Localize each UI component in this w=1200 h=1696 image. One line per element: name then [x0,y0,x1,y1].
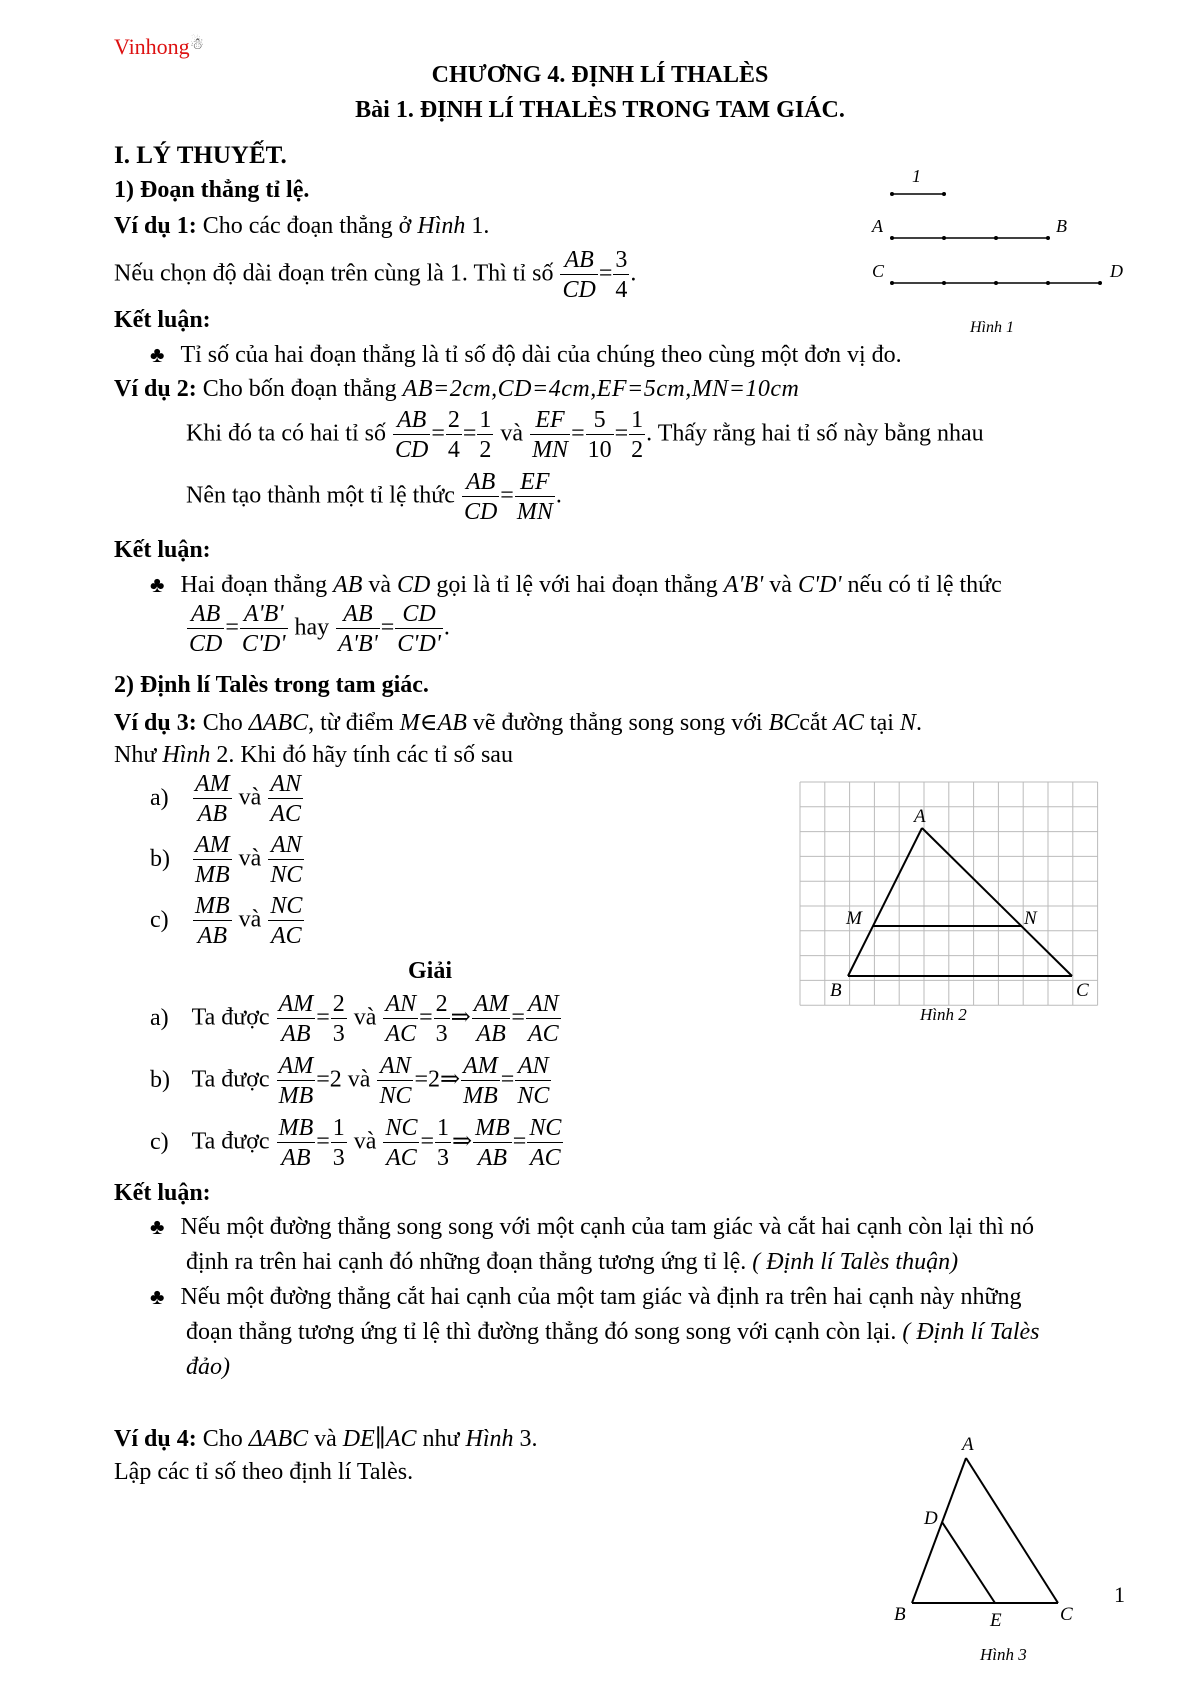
label-a: A [962,1434,974,1455]
segment-de [942,1522,995,1603]
fraction [383,992,418,1046]
frac-bottom: 2 [631,437,644,463]
frac-top: AN [515,1054,551,1081]
frac-bottom: MN [516,499,553,525]
and-word: và [368,572,392,598]
fraction-3-4 [613,248,629,302]
figure-1-caption: Hình 1 [970,319,1014,336]
theorem-name: ( Định lí Talès [902,1319,1040,1345]
and-word: và [353,1128,377,1155]
page-number: 1 [1114,1582,1125,1607]
or-word: hay [294,614,330,641]
theorem-name: ( Định lí Talès thuận) [752,1249,959,1275]
section-title: I. LÝ THUYẾT. [114,142,287,169]
point [942,236,946,240]
label-c: C [872,261,885,281]
ratio-item-a [150,772,304,826]
subsection-1-title: 1) Đoạn thẳng tỉ lệ. [114,177,310,203]
and-word: và [238,784,262,811]
point [890,281,894,285]
conclusion-3-text: Nếu một đường thẳng song song với một cạnh của tam giác và cắt hai cạnh còn lại thì nó [180,1214,1034,1240]
example-1-label: Ví dụ 1: [114,213,197,239]
frac-bottom: C'D' [397,631,441,657]
frac-bottom: NC [379,1083,412,1109]
frac-top: AM [473,991,509,1017]
math-cd: CD [397,572,431,598]
fraction [446,408,462,462]
figure-ref: Hình [162,742,211,768]
example-4-text: Cho [202,1426,243,1452]
frac-top: AM [195,832,230,858]
frac-top: AM [195,771,230,797]
fraction [629,408,645,462]
figure-number: 1. [471,213,490,239]
example-2-values: AB=2cm,CD=4cm,EF=5cm,MN=10cm [402,376,800,402]
frac-bottom: 3 [332,1145,345,1171]
label-n: N [1024,908,1037,929]
item-label: b) [150,1066,170,1093]
frac-bottom: MN [532,437,569,463]
figure-ref: Hình [465,1426,514,1452]
fraction [336,602,380,656]
fraction [268,894,304,948]
item-label: c) [150,906,169,933]
label-b: B [1056,216,1067,236]
frac-top: EF [530,408,570,435]
fraction [193,772,232,826]
example-3-line2 [114,742,513,769]
frac-bottom: AB [281,1145,311,1171]
frac-top: 1 [437,1115,449,1141]
frac-bottom: 4 [447,437,460,463]
club-icon: ♣ [150,342,165,367]
frac-bottom: AB [477,1145,508,1171]
conclusion-3-item-2 [150,1284,1022,1311]
frac-top: AB [336,602,380,629]
label-m: M [846,908,862,929]
frac-bottom: AB [197,801,227,827]
frac-top: 5 [586,408,614,435]
frac-top: 3 [615,247,628,273]
label-e: E [990,1610,1002,1631]
conclusion-label-2: Kết luận: [114,537,211,563]
club-icon: ♣ [150,1214,165,1239]
fraction [240,602,288,656]
math-n: N [899,710,916,736]
point [1098,281,1102,285]
fraction [268,833,304,887]
figure-number: 3. [519,1426,538,1452]
fraction [515,470,555,524]
segment-ab [912,1458,966,1603]
ratio-item-b [150,833,305,887]
frac-bottom: MB [195,862,230,888]
frac-top: AN [268,833,304,860]
fraction [193,894,232,948]
frac-bottom: AC [386,1145,417,1171]
subsection-2-title: 2) Định lí Talès trong tam giác. [114,672,429,698]
club-icon: ♣ [150,572,165,597]
conclusion-2-text-c: nếu có tỉ lệ thức [847,572,1002,598]
fraction [331,992,347,1046]
math-ac: AC [833,710,864,736]
frac-top: 2 [332,991,345,1017]
conclusion-3-item-1 [150,1214,1034,1241]
frac-top: AM [278,1053,314,1079]
point [890,192,894,196]
frac-top: MB [475,1115,510,1141]
example-1-line2: Nếu chọn độ dài đoạn trên cùng là [114,260,444,287]
lesson-title: Bài 1. ĐỊNH LÍ THALÈS TRONG TAM GIÁC. [355,97,845,123]
frac-bottom: MB [278,1083,314,1109]
frac-bottom: AC [527,1021,559,1047]
frac-bottom: AB [476,1021,506,1047]
point [994,236,998,240]
solution-label: Giải [408,958,453,984]
grid [800,782,1098,1005]
example-3-text: Cho [202,710,243,736]
example-4-text-b: như [422,1426,460,1452]
example-2-text: Cho bốn đoạn thẳng [202,376,397,402]
conclusion-2 [150,572,1002,599]
item-label: a) [150,1004,169,1031]
frac-bottom: AB [281,1021,311,1047]
math-triangle: ΔABC [248,1426,309,1452]
math-parallel: DE∥AC [342,1426,417,1452]
and-word: và [347,1066,371,1093]
math-a1b1: A'B' [723,572,764,598]
conclusion-1-text: Tỉ số của hai đoạn thẳng là tỉ số độ dài của chúng theo cùng một đơn vị đo. [180,342,902,368]
example-1-text: Cho các đoạn thẳng ở [202,213,412,239]
frac-bottom: AC [270,801,301,827]
unit-label: 1 [912,166,921,186]
frac-bottom: AC [529,1145,561,1171]
frac-bottom: 3 [435,1021,448,1047]
conclusion-3-text-b: đoạn thẳng tương ứng tỉ lệ thì đường thẳng đó song song với cạnh còn lại. [186,1319,897,1345]
example-2-ratios: Khi đó ta có hai tỉ số $\frac{AB}{CD}$ = $\frac{2}{4}$ = $\frac{1}{2}$ và $\frac{EF}{MN}$ = $\frac{5}{10}$ = $\frac{1}{2}$ . Thấy rằng hai tỉ số này bằng nhau [186,407,984,463]
conclusion-3-item-2b [186,1319,1039,1346]
figure-ref: Hình [417,213,466,239]
example-3-text-c: vẽ đường thẳng song song với [472,710,763,736]
and-word: và [353,1004,377,1031]
frac-bottom: MB [463,1083,498,1109]
math-bc: BC [768,710,800,736]
fraction [331,1116,347,1170]
conclusion-3-text: Nếu một đường thẳng cắt hai cạnh của một tam giác và định ra trên hai cạnh này những [180,1284,1022,1310]
and-word: và [769,572,792,598]
frac-top: MB [195,893,230,919]
fraction [527,1116,563,1170]
example-3-label: Ví dụ 3: [114,710,197,736]
fraction [515,1054,551,1108]
fraction [277,1054,316,1108]
label-a: A [872,216,883,236]
solution-c: c) Ta được $\frac{MB}{AB}$ = $\frac{1}{3}$ và $\frac{NC}{AC}$ = $\frac{1}{3}$ ⇒ $\frac{MB}{AB}$ = $\frac{NC}{AC}$ [150,1115,562,1171]
frac-bottom: AC [270,923,302,949]
frac-top: CD [395,602,443,629]
fraction [461,1054,500,1108]
unit-value: 1 [449,260,462,287]
frac-bottom: 3 [437,1145,449,1171]
fraction [526,992,561,1046]
and-word: và [314,1426,337,1452]
value: 2 [428,1066,440,1093]
solution-a: a) Ta được $\frac{AM}{AB}$ = $\frac{2}{3}$ và $\frac{AN}{AC}$ = $\frac{2}{3}$ ⇒ $\frac{AM}{AB}$ = $\frac{AN}{AC}$ [150,991,559,1047]
fraction [377,1054,413,1108]
frac-top: EF [515,470,555,497]
label-d: D [1110,261,1123,281]
chapter-title: CHƯƠNG 4. ĐỊNH LÍ THALÈS [431,62,769,88]
item-label: b) [150,845,170,872]
example-2-line3: Nên tạo thành một tỉ lệ thức [186,482,455,509]
point [942,192,946,196]
frac-top: AM [278,991,314,1017]
fraction [586,408,614,462]
brand-header [114,34,204,60]
frac-bottom: AC [385,1021,417,1047]
period: . [630,260,637,287]
fraction [434,992,450,1046]
frac-bottom: 4 [615,277,628,303]
frac-bottom: CD [189,631,223,657]
frac-top: 2 [435,991,448,1017]
frac-bottom: 10 [587,437,612,463]
fraction [530,408,570,462]
club-icon: ♣ [150,1284,165,1309]
point [1046,281,1050,285]
frac-top: 1 [332,1115,345,1141]
conclusion-3-text-b: định ra trên hai cạnh đó những đoạn thẳng tương ứng tỉ lệ. [186,1249,747,1275]
frac-top: MB [278,1115,314,1141]
brand-text: Vinhong [114,34,190,59]
example-3-line2b: 2. Khi đó hãy tính các tỉ số sau [216,742,513,768]
figure-2 [796,778,1100,1030]
frac-top: 2 [447,407,460,433]
frac-top: AN [270,771,301,797]
example-3-text-d: cắt [799,710,828,736]
frac-bottom: 3 [332,1021,345,1047]
frac-bottom: CD [463,499,498,525]
frac-top: AB [560,248,597,275]
frac-bottom: A'B' [338,631,378,657]
figure-3 [880,1420,1130,1670]
solution-b: b) Ta được $\frac{AM}{MB}$ =2 và $\frac{AN}{NC}$ =2⇒ $\frac{AM}{MB}$ = $\frac{AN}{NC}$ [150,1053,550,1109]
point [994,281,998,285]
value: 2 [329,1066,342,1093]
figure-1 [860,160,1130,350]
frac-bottom: CD [394,437,429,463]
example-4-line2: Lập các tỉ số theo định lí Talès. [114,1459,414,1485]
frac-top: A'B' [240,602,288,629]
figure-3-caption: Hình 3 [980,1645,1027,1664]
frac-top: AM [463,1053,498,1079]
frac-bottom: 2 [479,437,492,463]
math-c1d1: C'D' [797,572,842,598]
label-b: B [830,980,842,1001]
frac-top: 1 [479,407,492,433]
frac-top: AN [385,991,417,1017]
figure-2-caption: Hình 2 [920,1005,967,1024]
example-4 [114,1424,538,1453]
conclusion-2-text: Hai đoạn thẳng [180,572,328,598]
frac-bottom: CD [562,277,596,303]
frac-top: NC [529,1115,562,1141]
example-1-line2b: . Thì tỉ số [461,260,554,287]
segment-ac [922,828,1072,976]
example-2-line2: Khi đó ta có hai tỉ số [186,420,386,447]
frac-top: AN [377,1054,413,1081]
fraction [193,833,232,887]
fraction [277,992,316,1046]
fraction [277,1116,316,1170]
fraction [395,602,443,656]
fraction [435,1116,451,1170]
math-condition: M∈AB [399,710,467,736]
equals: = [598,260,613,287]
frac-top: AB [462,470,499,497]
frac-bottom: NC [270,862,303,888]
conclusion-label-1: Kết luận: [114,307,211,333]
solution-text: Ta được [191,1128,270,1155]
frac-bottom: C'D' [241,631,286,657]
fraction [462,470,499,524]
item-label: c) [150,1128,169,1155]
point [1046,236,1050,240]
frac-top: AB [393,408,430,435]
conclusion-1 [150,342,902,369]
conclusion-3-item-2c: đảo) [186,1354,230,1380]
conclusion-label-3: Kết luận: [114,1180,211,1206]
example-1-ratio [114,248,636,302]
example-2-proportion: Nên tạo thành một tỉ lệ thức $\frac{AB}{CD}$ = $\frac{EF}{MN}$ . [186,469,562,525]
frac-top: AN [527,991,559,1017]
fraction [187,602,224,656]
and-word: và [238,845,262,872]
item-label: a) [150,784,169,811]
frac-bottom: AB [197,923,227,949]
example-3-text-b: , từ điểm [308,710,394,736]
fraction [472,992,511,1046]
label-d: D [924,1508,938,1529]
frac-top: NC [270,893,303,919]
example-3 [114,708,922,737]
frac-top: NC [385,1115,418,1141]
frac-bottom: NC [517,1083,550,1109]
segment-ab [848,828,922,976]
label-c: C [1076,980,1089,1001]
label-c: C [1060,1604,1073,1625]
fraction [473,1116,512,1170]
conclusion-2-text-b: gọi là tỉ lệ với hai đoạn thẳng [436,572,718,598]
solution-text: Ta được [191,1066,270,1093]
point [942,281,946,285]
fraction [393,408,430,462]
solution-text: Ta được [191,1004,270,1031]
math-triangle: ΔABC [248,710,309,736]
example-2-line2b: . Thấy rằng hai tỉ số này bằng nhau [646,420,984,447]
example-4-label: Ví dụ 4: [114,1426,197,1452]
math-ab: AB [333,572,363,598]
period: . [915,710,922,736]
and-word: và [500,420,524,447]
frac-top: AB [187,602,224,629]
conclusion-3-item-1b [186,1249,958,1276]
example-2 [114,376,799,403]
fraction [477,408,493,462]
brand-logo-icon: ☃ [189,36,205,53]
example-2-label: Ví dụ 2: [114,376,197,402]
point [890,236,894,240]
fraction [268,772,303,826]
label-a: A [914,806,926,827]
and-word: và [238,906,262,933]
ratio-item-c [150,894,305,948]
example-3-line2a: Như [114,742,157,768]
example-3-text-e: tại [869,710,894,736]
conclusion-2-proportions: $\frac{AB}{CD}$ = $\frac{A'B'}{C'D'}$ hay $\frac{AB}{A'B'}$ = $\frac{CD}{C'D'}$ . [189,601,450,657]
example-1 [114,213,489,240]
fraction [383,1116,419,1170]
fraction-ab-cd [560,248,597,302]
frac-top: 1 [631,407,644,433]
label-b: B [894,1604,906,1625]
